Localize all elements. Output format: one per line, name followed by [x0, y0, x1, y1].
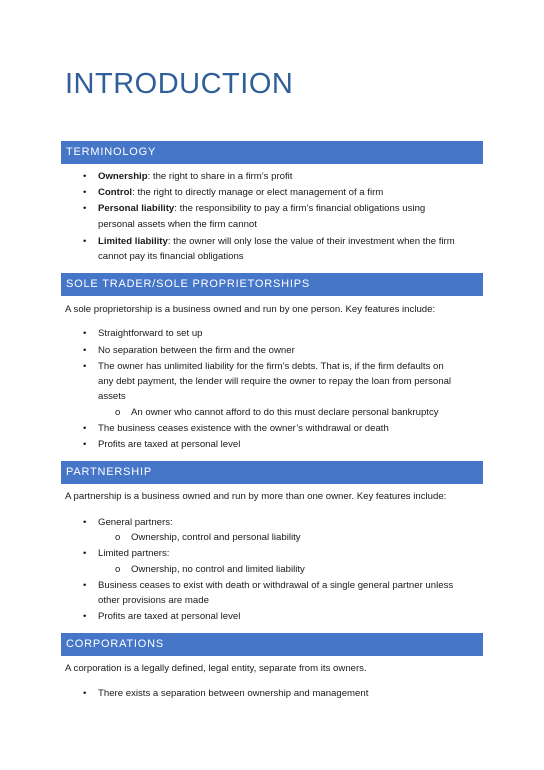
list-item: Profits are taxed at personal level: [98, 611, 241, 622]
list-item: No separation between the firm and the owner: [98, 345, 295, 356]
bullet-icon: •: [83, 328, 87, 339]
list-item-continuation: other provisions are made: [98, 595, 209, 606]
list-item: There exists a separation between ownership and management: [98, 688, 369, 699]
section-intro: A partnership is a business owned and run by more than one owner. Key features include:: [65, 491, 447, 502]
bullet-icon: •: [83, 345, 87, 356]
section-heading-corporations: CORPORATIONS: [61, 633, 483, 656]
list-item: General partners:: [98, 517, 173, 528]
section-intro: A corporation is a legally defined, legal entity, separate from its owners.: [65, 663, 367, 674]
term-definition: : the right to directly manage or elect management of a firm: [132, 187, 384, 198]
list-item: [98, 234, 455, 249]
list-item: Straightforward to set up: [98, 328, 203, 339]
bullet-icon: •: [83, 171, 87, 182]
term-definition: : the responsibility to pay a firm’s financial obligations using: [174, 203, 426, 214]
sub-list-item: An owner who cannot afford to do this must declare personal bankruptcy: [131, 407, 439, 418]
list-item-continuation: cannot pay its financial obligations: [98, 251, 244, 262]
sub-bullet-icon: o: [115, 532, 121, 543]
list-item: [98, 201, 425, 216]
section-heading-terminology: TERMINOLOGY: [61, 141, 483, 164]
list-item: The business ceases existence with the owner’s withdrawal or death: [98, 423, 389, 434]
section-heading-sole-trader: SOLE TRADER/SOLE PROPRIETORSHIPS: [61, 273, 483, 296]
section-heading-partnership: PARTNERSHIP: [61, 461, 483, 484]
term-label: Personal liability: [98, 203, 175, 214]
bullet-icon: •: [83, 439, 87, 450]
bullet-icon: •: [83, 361, 87, 372]
bullet-icon: •: [83, 203, 87, 214]
list-item: Profits are taxed at personal level: [98, 439, 241, 450]
bullet-icon: •: [83, 517, 87, 528]
list-item: Business ceases to exist with death or withdrawal of a single general partner unless: [98, 580, 454, 591]
list-item: [98, 185, 383, 200]
bullet-icon: •: [83, 611, 87, 622]
bullet-icon: •: [83, 187, 87, 198]
list-item-continuation: any debt payment, the lender will require the owner to repay the loan from personal: [98, 376, 452, 387]
sub-bullet-icon: o: [115, 564, 121, 575]
term-definition: : the right to share in a firm’s profit: [147, 171, 293, 182]
bullet-icon: •: [83, 580, 87, 591]
list-item: Limited partners:: [98, 548, 170, 559]
term-label: Ownership: [98, 171, 148, 182]
term-label: Limited liability: [98, 236, 168, 247]
sub-list-item: Ownership, control and personal liability: [131, 532, 301, 543]
bullet-icon: •: [83, 688, 87, 699]
bullet-icon: •: [83, 548, 87, 559]
page-title: INTRODUCTION: [65, 68, 294, 100]
bullet-icon: •: [83, 236, 87, 247]
list-item-continuation: personal assets when the firm cannot: [98, 219, 257, 230]
list-item: [98, 169, 292, 184]
sub-list-item: Ownership, no control and limited liability: [131, 564, 305, 575]
bullet-icon: •: [83, 423, 87, 434]
term-label: Control: [98, 187, 133, 198]
list-item-continuation: assets: [98, 391, 126, 402]
term-definition: : the owner will only lose the value of their investment when the firm: [167, 236, 455, 247]
list-item: The owner has unlimited liability for the firm’s debts. That is, if the firm defaults on: [98, 361, 444, 372]
section-intro: A sole proprietorship is a business owned and run by one person. Key features include:: [65, 304, 436, 315]
sub-bullet-icon: o: [115, 407, 121, 418]
